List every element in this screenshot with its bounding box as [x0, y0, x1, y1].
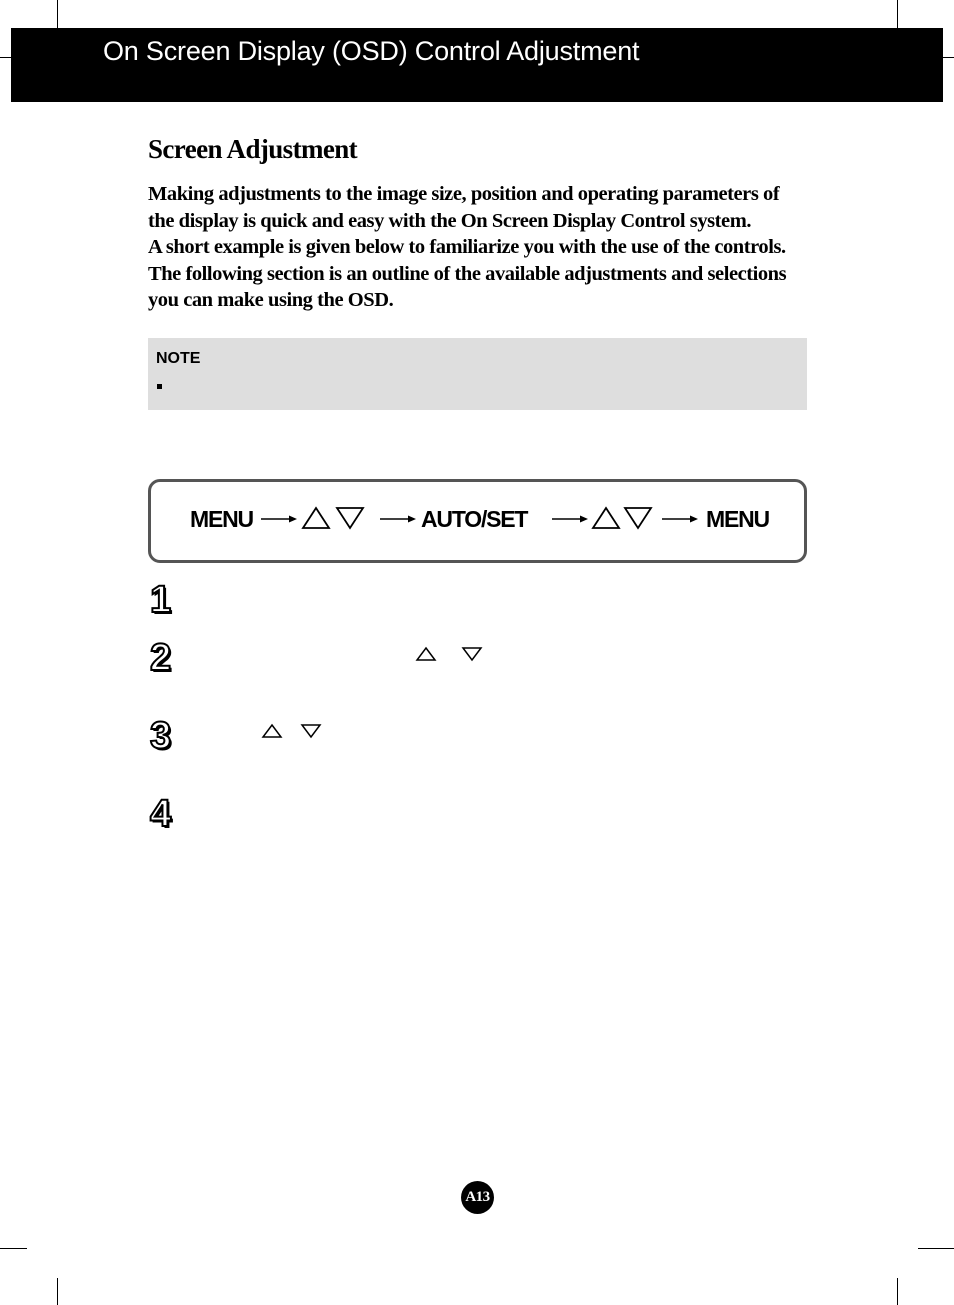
- arrow-right-icon: [552, 514, 588, 524]
- crop-mark: [57, 0, 58, 28]
- flow-menu-end: MENU: [706, 506, 769, 532]
- page-header-title: On Screen Display (OSD) Control Adjustment: [103, 36, 640, 66]
- up-triangle-icon: [301, 506, 331, 530]
- crop-mark: [57, 1278, 58, 1305]
- arrow-right-icon: [662, 514, 698, 524]
- note-bullet: [157, 384, 162, 389]
- step-number: 2: [150, 637, 172, 679]
- intro-line: A short example is given below to familiarize you with the use of the controls.: [148, 236, 786, 258]
- up-triangle-icon: [415, 646, 437, 662]
- crop-mark: [897, 0, 898, 28]
- down-triangle-icon: [623, 506, 653, 530]
- arrow-right-icon: [261, 514, 297, 524]
- down-triangle-icon: [335, 506, 365, 530]
- crop-mark: [897, 1278, 898, 1305]
- page-number-badge: A13: [461, 1181, 494, 1214]
- step-number: 3: [150, 715, 172, 757]
- step-number: 1: [150, 579, 172, 621]
- note-label: NOTE: [156, 350, 201, 367]
- down-triangle-icon: [461, 646, 483, 662]
- section-title: Screen Adjustment: [148, 134, 358, 164]
- intro-line: the display is quick and easy with the On Screen Display Control system.: [148, 209, 751, 232]
- arrow-right-icon: [380, 514, 416, 524]
- crop-mark: [918, 1248, 954, 1249]
- crop-mark: [0, 1248, 27, 1249]
- intro-paragraph: [148, 181, 808, 314]
- flow-auto-set: AUTO/SET: [421, 506, 528, 532]
- intro-line: you can make using the OSD.: [148, 289, 394, 311]
- step-number: 4: [150, 793, 172, 835]
- note-box: [148, 338, 807, 410]
- down-triangle-icon: [300, 723, 322, 739]
- crop-mark: [0, 57, 11, 58]
- intro-line: Making adjustments to the image size, position and operating parameters of: [148, 183, 780, 205]
- up-triangle-icon: [261, 723, 283, 739]
- crop-mark: [943, 57, 954, 58]
- osd-flow-box: [148, 479, 807, 563]
- intro-line: The following section is an outline of the available adjustments and selections: [148, 262, 787, 285]
- up-triangle-icon: [591, 506, 621, 530]
- flow-menu-start: MENU: [190, 506, 253, 532]
